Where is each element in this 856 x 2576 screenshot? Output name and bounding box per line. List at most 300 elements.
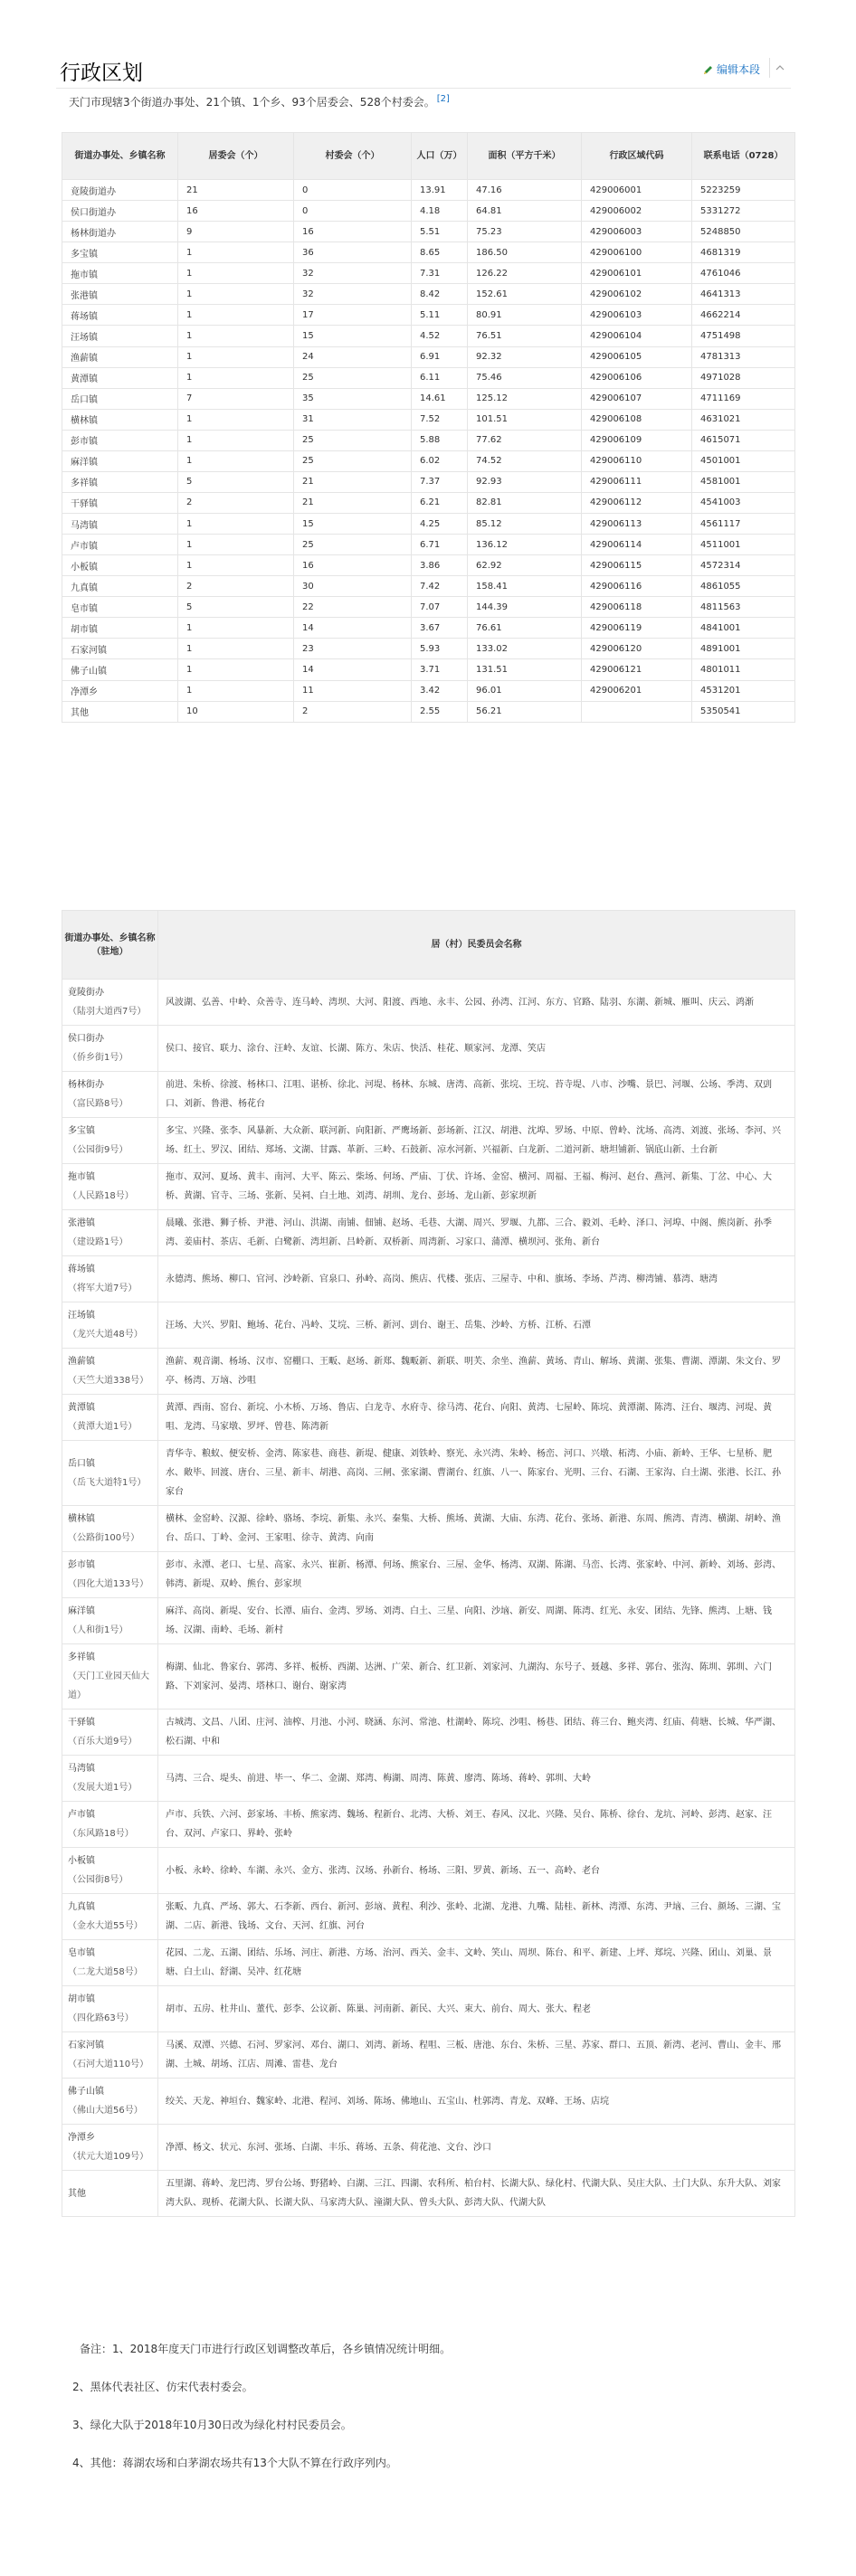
table-cell: 4711169 xyxy=(692,388,795,409)
table-cell: 5223259 xyxy=(692,180,795,201)
table-cell: 429006100 xyxy=(582,242,692,263)
table-cell: 35 xyxy=(294,388,412,409)
table-cell: 岳口镇 xyxy=(62,388,178,409)
table-cell: 0 xyxy=(294,201,412,222)
table-cell: 4.18 xyxy=(412,201,468,222)
table-row xyxy=(62,1940,795,1986)
township-name: 皂市镇 xyxy=(68,1948,95,1958)
table-row xyxy=(62,1802,795,1848)
township-seat: （公园街9号） xyxy=(68,1145,128,1155)
committee-list: 胡市、五房、杜井山、董代、彭李、公议新、陈巢、河南新、新民、大兴、束大、前台、周大、张大、程老 xyxy=(158,1986,795,2032)
township-name: 多宝镇 xyxy=(68,1126,95,1136)
table-cell: 25 xyxy=(294,367,412,388)
committee-list: 净潭、杨文、状元、东河、张场、白湖、丰乐、蒋场、五条、荷花池、文台、沙口 xyxy=(158,2125,795,2171)
table-cell: 3.71 xyxy=(412,659,468,680)
township-name: 胡市镇 xyxy=(68,1994,95,2004)
table-cell: 4781313 xyxy=(692,346,795,367)
table-cell: 胡市镇 xyxy=(62,618,178,639)
township-cell xyxy=(62,1848,158,1894)
township-cell xyxy=(62,1302,158,1349)
table-cell: 47.16 xyxy=(468,180,582,201)
table-cell: 多宝镇 xyxy=(62,242,178,263)
committee-list: 小板、永岭、徐岭、车湖、永兴、金方、张湾、汉场、孙新台、杨场、三阳、罗黄、新场、五一、高岭、老台 xyxy=(158,1848,795,1894)
table-row xyxy=(62,305,795,326)
table-cell: 25 xyxy=(294,450,412,471)
committee-list: 彭市、永潭、老口、七星、高家、永兴、崔新、杨潭、何场、熊家台、三屋、金华、杨湾、双湖、陈湖、马峦、长湾、张家岭、中河、新岭、刘场、彭湾、韩湾、新堤、双岭、熊台、彭家坝 xyxy=(158,1552,795,1598)
column-header: 街道办事处、乡镇名称 xyxy=(62,133,178,180)
committee-list: 永德湾、熊场、柳口、官河、沙岭新、官泉口、孙岭、高岗、熊店、代楼、张店、三屋寺、中和、旗场、李场、芦湾、柳湾铺、慕湾、塘湾 xyxy=(158,1256,795,1302)
table-cell: 4751498 xyxy=(692,326,795,346)
table-cell: 竟陵街道办 xyxy=(62,180,178,201)
committee-list: 花园、二龙、五湖、团结、乐场、河庄、新港、方场、治河、西关、金丰、文岭、笑山、周坝、陈台、和平、新建、上坪、郑垸、兴隆、团山、刘巢、景塘、白土山、舒湖、吴冲、红花塘 xyxy=(158,1940,795,1986)
table-cell: 4501001 xyxy=(692,450,795,471)
township-seat: （将军大道7号） xyxy=(68,1283,138,1293)
table-cell: 96.01 xyxy=(468,680,582,701)
table-cell: 85.12 xyxy=(468,514,582,535)
table-cell: 马湾镇 xyxy=(62,514,178,535)
table-cell: 4662214 xyxy=(692,305,795,326)
table-row xyxy=(62,430,795,450)
table-cell: 429006116 xyxy=(582,576,692,597)
table-row xyxy=(62,1349,795,1395)
township-name: 卢市镇 xyxy=(68,1810,95,1820)
table-row xyxy=(62,555,795,576)
township-seat: （天门工业园天仙大道） xyxy=(68,1672,149,1700)
table-row xyxy=(62,514,795,535)
table-row xyxy=(62,639,795,659)
township-name: 汪场镇 xyxy=(68,1311,95,1321)
table-header-row xyxy=(62,911,795,980)
township-seat: （公路街100号） xyxy=(68,1533,140,1543)
table-cell: 7.52 xyxy=(412,409,468,430)
table-cell: 1 xyxy=(178,346,294,367)
table-row xyxy=(62,1395,795,1441)
table-cell: 429006121 xyxy=(582,659,692,680)
committee-body xyxy=(62,980,795,2217)
table-cell: 144.39 xyxy=(468,597,582,618)
table-cell: 429006101 xyxy=(582,263,692,284)
township-seat: （富民路8号） xyxy=(68,1099,128,1109)
table-cell: 429006111 xyxy=(582,471,692,492)
township-seat: （四化大道133号） xyxy=(68,1579,149,1589)
table-cell: 1 xyxy=(178,659,294,680)
edit-section-label[interactable]: 编辑本段 xyxy=(716,63,760,76)
table-cell: 4631021 xyxy=(692,409,795,430)
table-cell: 4581001 xyxy=(692,471,795,492)
table-cell: 5331272 xyxy=(692,201,795,222)
column-header: 街道办事处、乡镇名称（驻地） xyxy=(62,911,158,980)
township-cell xyxy=(62,1164,158,1210)
township-seat: （陆羽大道西7号） xyxy=(68,1007,147,1017)
table-row xyxy=(62,1164,795,1210)
township-seat: （龙兴大道48号） xyxy=(68,1330,143,1340)
table-row xyxy=(62,576,795,597)
township-name: 拖市镇 xyxy=(68,1172,95,1182)
reference-link[interactable]: [2] xyxy=(436,94,450,104)
table-cell: 75.46 xyxy=(468,367,582,388)
table-row xyxy=(62,284,795,305)
committee-list: 多宝、兴隆、张李、风暴新、大众新、联河新、向阳新、严鹰场新、彭场新、江汉、胡港、沈埠、罗场、中原、曾岭、沈场、高湾、刘渡、张场、李河、兴场、红土、罗汉、团结、郑场、文湖、甘露、革新、三岭、石鼓新、凉水河新、兴福新、白龙新、二道河新、塘坦铺新、锅底山新、土台新 xyxy=(158,1118,795,1164)
committee-list: 绞关、天龙、神垣台、魏家岭、北港、程河、刘场、陈场、佛地山、五宝山、杜郭湾、青龙、双峰、王场、店垸 xyxy=(158,2079,795,2125)
table-row xyxy=(62,409,795,430)
table-cell: 125.12 xyxy=(468,388,582,409)
township-cell xyxy=(62,2079,158,2125)
table-cell: 卢市镇 xyxy=(62,535,178,555)
table-cell xyxy=(582,701,692,722)
table-cell: 429006107 xyxy=(582,388,692,409)
table-cell: 8.42 xyxy=(412,284,468,305)
table-cell: 21 xyxy=(294,492,412,513)
township-name: 其他 xyxy=(68,2188,86,2199)
township-seat: （建设路1号） xyxy=(68,1237,128,1247)
table-cell: 158.41 xyxy=(468,576,582,597)
township-name: 小板镇 xyxy=(68,1856,95,1866)
table-cell: 429006106 xyxy=(582,367,692,388)
table-cell: 429006118 xyxy=(582,597,692,618)
table-cell: 1 xyxy=(178,618,294,639)
township-seat: （金水大道55号） xyxy=(68,1921,143,1931)
table-row xyxy=(62,1441,795,1506)
township-seat: （四化路63号） xyxy=(68,2013,134,2023)
table-cell: 429006105 xyxy=(582,346,692,367)
table-cell: 1 xyxy=(178,535,294,555)
table-cell: 佛子山镇 xyxy=(62,659,178,680)
table-cell: 36 xyxy=(294,242,412,263)
table-cell: 5 xyxy=(178,471,294,492)
table-row xyxy=(62,1552,795,1598)
table-cell: 3.42 xyxy=(412,680,468,701)
township-cell xyxy=(62,1709,158,1756)
township-seat: （人民路18号） xyxy=(68,1191,134,1201)
table-cell: 429006003 xyxy=(582,222,692,242)
table-cell: 22 xyxy=(294,597,412,618)
table-cell: 14 xyxy=(294,618,412,639)
admin-stats-body xyxy=(62,180,795,723)
township-name: 杨林街办 xyxy=(68,1080,104,1090)
table-cell: 2.55 xyxy=(412,701,468,722)
table-row xyxy=(62,388,795,409)
table-cell: 429006119 xyxy=(582,618,692,639)
table-cell: 76.51 xyxy=(468,326,582,346)
township-name: 石家河镇 xyxy=(68,2041,104,2050)
table-cell: 77.62 xyxy=(468,430,582,450)
table-row xyxy=(62,980,795,1026)
table-row xyxy=(62,2079,795,2125)
table-row xyxy=(62,471,795,492)
table-cell: 张港镇 xyxy=(62,284,178,305)
table-cell: 5 xyxy=(178,597,294,618)
column-header: 联系电话（0728） xyxy=(692,133,795,180)
table-cell: 56.21 xyxy=(468,701,582,722)
township-cell xyxy=(62,1118,158,1164)
table-row xyxy=(62,597,795,618)
table-cell: 4511001 xyxy=(692,535,795,555)
table-cell: 429006109 xyxy=(582,430,692,450)
table-cell: 25 xyxy=(294,430,412,450)
township-cell xyxy=(62,980,158,1026)
table-row xyxy=(62,1986,795,2032)
table-cell: 4971028 xyxy=(692,367,795,388)
table-cell: 92.32 xyxy=(468,346,582,367)
table-cell: 429006103 xyxy=(582,305,692,326)
table-cell: 16 xyxy=(294,222,412,242)
table-cell: 126.22 xyxy=(468,263,582,284)
table-cell: 14.61 xyxy=(412,388,468,409)
committee-list: 侯口、接官、联力、涂台、汪岭、友谊、长湖、陈方、朱店、快活、桂花、顺家河、龙潭、笑店 xyxy=(158,1026,795,1072)
table-cell: 15 xyxy=(294,514,412,535)
table-row xyxy=(62,1756,795,1802)
table-cell: 80.91 xyxy=(468,305,582,326)
table-row xyxy=(62,1709,795,1756)
committee-list: 卢市、兵铁、六河、彭家场、丰桥、熊家湾、魏场、程新台、北湾、大桥、刘王、春风、汉北、兴隆、吴台、陈桥、徐台、龙坑、河岭、彭湾、赵家、汪台、双河、卢家口、界岭、张岭 xyxy=(158,1802,795,1848)
table-cell: 30 xyxy=(294,576,412,597)
table-cell: 4531201 xyxy=(692,680,795,701)
table-cell: 429006114 xyxy=(582,535,692,555)
table-cell: 1 xyxy=(178,555,294,576)
note-line: 3、绿化大队于2018年10月30日改为绿化村村民委员会。 xyxy=(72,2419,352,2431)
table-row xyxy=(62,326,795,346)
township-name: 九真镇 xyxy=(68,1902,95,1912)
table-cell: 九真镇 xyxy=(62,576,178,597)
column-header: 居委会（个） xyxy=(178,133,294,180)
table-cell: 4572314 xyxy=(692,555,795,576)
township-seat: （佛山大道56号） xyxy=(68,2106,143,2116)
intro-text: 天门市现辖3个街道办事处、21个镇、1个乡、93个居委会、528个村委会。 xyxy=(69,96,435,109)
table-cell: 1 xyxy=(178,450,294,471)
table-cell: 麻洋镇 xyxy=(62,450,178,471)
table-row xyxy=(62,1256,795,1302)
table-cell: 5.11 xyxy=(412,305,468,326)
township-seat: （侨乡街1号） xyxy=(68,1053,128,1063)
township-seat: （天竺大道338号） xyxy=(68,1376,149,1386)
township-name: 渔薪镇 xyxy=(68,1357,95,1367)
table-cell: 8.65 xyxy=(412,242,468,263)
table-cell: 黄潭镇 xyxy=(62,367,178,388)
committee-list: 风波湖、弘善、中岭、众善寺、连马岭、湾坝、大河、阳渡、西地、永丰、公园、孙湾、江河、东方、官路、陆羽、东湖、新城、雁叫、庆云、鸿渐 xyxy=(158,980,795,1026)
committee-list: 黄潭、西南、窑台、新垸、小木桥、万场、鲁店、白龙寺、水府寺、徐马湾、花台、向阳、黄湾、七屋岭、陈垸、黄潭湖、陈湾、汪台、堰湾、河堤、黄咀、龙湾、马家墩、罗坪、曾巷、陈湾新 xyxy=(158,1395,795,1441)
township-cell xyxy=(62,1598,158,1644)
table-cell: 多祥镇 xyxy=(62,471,178,492)
table-cell: 9 xyxy=(178,222,294,242)
table-cell: 4891001 xyxy=(692,639,795,659)
township-name: 侯口街办 xyxy=(68,1034,104,1044)
township-cell xyxy=(62,1026,158,1072)
table-cell: 25 xyxy=(294,535,412,555)
table-cell: 1 xyxy=(178,430,294,450)
township-cell xyxy=(62,1210,158,1256)
column-header: 面积（平方千米） xyxy=(468,133,582,180)
township-seat: （公园街8号） xyxy=(68,1875,128,1885)
table-cell: 汪场镇 xyxy=(62,326,178,346)
table-row xyxy=(62,1302,795,1349)
table-cell: 1 xyxy=(178,326,294,346)
table-cell: 62.92 xyxy=(468,555,582,576)
table-row xyxy=(62,2032,795,2079)
township-cell xyxy=(62,1552,158,1598)
table-cell: 5350541 xyxy=(692,701,795,722)
table-cell: 4811563 xyxy=(692,597,795,618)
township-cell xyxy=(62,1441,158,1506)
township-cell xyxy=(62,1072,158,1118)
column-header: 村委会（个） xyxy=(294,133,412,180)
table-cell: 136.12 xyxy=(468,535,582,555)
township-cell xyxy=(62,1256,158,1302)
notes xyxy=(72,2335,451,2487)
table-cell: 4615071 xyxy=(692,430,795,450)
table-cell: 2 xyxy=(178,492,294,513)
table-row xyxy=(62,680,795,701)
table-cell: 4861055 xyxy=(692,576,795,597)
table-row xyxy=(62,2125,795,2171)
table-row xyxy=(62,222,795,242)
table-cell: 横林镇 xyxy=(62,409,178,430)
table-cell: 16 xyxy=(178,201,294,222)
table-row xyxy=(62,201,795,222)
table-row xyxy=(62,1894,795,1940)
committee-list: 晨曦、张港、狮子桥、尹港、河山、洪湖、南铺、佃铺、赵场、毛巷、大湖、周兴、罗堰、九都、三合、毅刘、毛岭、泽口、河埠、中阁、熊岗新、孙季湾、姜庙村、茶店、毛新、白鹭新、湾坦新、吕岭新、双桥新、周湾新、习家口、蒲潭、横坝河、张角、新台 xyxy=(158,1210,795,1256)
township-cell xyxy=(62,2125,158,2171)
township-cell xyxy=(62,1802,158,1848)
table-cell: 1 xyxy=(178,514,294,535)
table-cell: 64.81 xyxy=(468,201,582,222)
table-cell: 133.02 xyxy=(468,639,582,659)
table-cell: 6.91 xyxy=(412,346,468,367)
table-cell: 1 xyxy=(178,367,294,388)
township-name: 竟陵街办 xyxy=(68,988,104,998)
table-cell: 17 xyxy=(294,305,412,326)
column-header: 行政区域代码 xyxy=(582,133,692,180)
table-row xyxy=(62,1072,795,1118)
table-cell: 7.42 xyxy=(412,576,468,597)
township-name: 马湾镇 xyxy=(68,1764,95,1774)
table-cell: 1 xyxy=(178,639,294,659)
table-cell: 10 xyxy=(178,701,294,722)
table-row xyxy=(62,1598,795,1644)
township-name: 张港镇 xyxy=(68,1218,95,1228)
table-cell: 429006120 xyxy=(582,639,692,659)
township-cell xyxy=(62,2032,158,2079)
table-cell: 7.07 xyxy=(412,597,468,618)
committee-list: 梅湖、仙北、鲁家台、郭湾、多祥、板桥、西湖、达洲、广荣、新合、红卫新、刘家河、九湖沟、东号子、聂越、多祥、郭台、张沟、陈圳、郭圳、六门路、下刘家河、晏湾、塔林口、谢台、谢家湾 xyxy=(158,1644,795,1709)
section-header xyxy=(56,54,791,89)
committee-table xyxy=(62,910,795,2217)
committee-list: 古城湾、文昌、八团、庄河、油榨、月池、小河、晓涵、东河、常池、杜湖岭、陈垸、沙咀、杨巷、团结、蒋三台、鲍夹湾、红庙、荷塘、长城、华严湖、松石湖、中和 xyxy=(158,1709,795,1756)
committee-list: 横林、金窑岭、汉源、徐岭、骆场、李垸、新集、永兴、秦集、大桥、熊场、黄湖、大庙、东湾、花台、张场、新港、东周、熊湾、青湾、横湖、胡岭、渔台、岳口、丁岭、金河、王家咀、徐寺、黄湾、向南 xyxy=(158,1506,795,1552)
table-cell: 拖市镇 xyxy=(62,263,178,284)
table-row xyxy=(62,1210,795,1256)
table-row xyxy=(62,618,795,639)
table-cell: 429006110 xyxy=(582,450,692,471)
note-line: 4、其他：蒋湖农场和白茅湖农场共有13个大队不算在行政序列内。 xyxy=(72,2457,397,2469)
table-cell: 1 xyxy=(178,242,294,263)
committee-list: 前进、朱桥、徐渡、杨林口、江咀、谌桥、徐北、河堤、杨林、东城、唐湾、高新、张垸、王垸、苔寺堤、八市、沙嘴、景巴、河堰、公场、季湾、双剅口、刘新、鲁港、杨花台 xyxy=(158,1072,795,1118)
table-cell: 4681319 xyxy=(692,242,795,263)
pencil-icon xyxy=(703,64,714,75)
edit-section-link[interactable] xyxy=(703,62,760,77)
table-cell: 5.93 xyxy=(412,639,468,659)
table-row xyxy=(62,346,795,367)
table-row xyxy=(62,1026,795,1072)
table-cell: 74.52 xyxy=(468,450,582,471)
table-cell: 6.21 xyxy=(412,492,468,513)
table-cell: 干驿镇 xyxy=(62,492,178,513)
township-seat: （岳飞大道特1号） xyxy=(68,1477,147,1488)
township-seat: （石河大道110号） xyxy=(68,2060,149,2069)
table-cell: 5248850 xyxy=(692,222,795,242)
table-cell: 6.11 xyxy=(412,367,468,388)
township-cell xyxy=(62,1940,158,1986)
admin-stats-table xyxy=(62,132,795,723)
table-cell: 1 xyxy=(178,263,294,284)
table-cell: 32 xyxy=(294,284,412,305)
table-header-row xyxy=(62,133,795,180)
township-name: 黄潭镇 xyxy=(68,1403,95,1413)
table-cell: 2 xyxy=(178,576,294,597)
committee-list: 五里湖、蒋岭、龙巴湾、罗台公场、野猪岭、白湖、三江、四湖、农科所、柏台村、长湖大队、绿化村、代湖大队、吴庄大队、土门大队、东升大队、刘家湾大队、现桥、花湖大队、长湖大队、马家湾大队、潼湖大队、曾头大队、彭湾大队、代湖大队 xyxy=(158,2171,795,2217)
township-cell xyxy=(62,2171,158,2217)
township-name: 麻洋镇 xyxy=(68,1606,95,1616)
township-seat: （状元大道109号） xyxy=(68,2152,149,2162)
township-name: 蒋场镇 xyxy=(68,1264,95,1274)
township-name: 岳口镇 xyxy=(68,1458,95,1469)
township-name: 多祥镇 xyxy=(68,1653,95,1662)
township-cell xyxy=(62,1894,158,1940)
table-cell: 4761046 xyxy=(692,263,795,284)
committee-list: 渔薪、观音湖、杨场、汉市、窑棚口、王畈、赵场、新郑、魏畈新、新联、明芙、余坐、渔薪、黄场、青山、解场、黄湖、张集、曹湖、潭湖、朱文台、罗亭、杨湾、万垴、沙咀 xyxy=(158,1349,795,1395)
table-cell: 1 xyxy=(178,305,294,326)
table-row xyxy=(62,2171,795,2217)
table-cell: 131.51 xyxy=(468,659,582,680)
table-cell: 彭市镇 xyxy=(62,430,178,450)
table-cell: 14 xyxy=(294,659,412,680)
chevron-up-icon xyxy=(775,63,785,72)
table-cell: 13.91 xyxy=(412,180,468,201)
table-row xyxy=(62,1848,795,1894)
township-name: 佛子山镇 xyxy=(68,2087,104,2097)
table-cell: 429006102 xyxy=(582,284,692,305)
table-row xyxy=(62,450,795,471)
township-name: 干驿镇 xyxy=(68,1718,95,1728)
table-cell: 11 xyxy=(294,680,412,701)
table-cell: 蒋场镇 xyxy=(62,305,178,326)
township-seat: （二龙大道58号） xyxy=(68,1967,143,1977)
table-cell: 4561117 xyxy=(692,514,795,535)
township-name: 横林镇 xyxy=(68,1514,95,1524)
table-cell: 净潭乡 xyxy=(62,680,178,701)
table-cell: 5.51 xyxy=(412,222,468,242)
table-cell: 24 xyxy=(294,346,412,367)
table-cell: 4541003 xyxy=(692,492,795,513)
table-cell: 2 xyxy=(294,701,412,722)
table-cell: 16 xyxy=(294,555,412,576)
township-name: 净潭乡 xyxy=(68,2133,95,2143)
table-row xyxy=(62,1644,795,1709)
table-row xyxy=(62,367,795,388)
table-row xyxy=(62,263,795,284)
table-cell: 4.52 xyxy=(412,326,468,346)
table-cell: 21 xyxy=(294,471,412,492)
table-cell: 21 xyxy=(178,180,294,201)
table-row xyxy=(62,535,795,555)
intro-paragraph xyxy=(69,94,450,109)
table-cell: 侯口街道办 xyxy=(62,201,178,222)
collapse-button[interactable] xyxy=(769,58,789,78)
township-seat: （东风路18号） xyxy=(68,1829,134,1839)
committee-list: 马溪、双潭、兴德、石河、罗家河、邓台、湖口、刘湾、新场、程咀、三板、唐池、东台、朱桥、三星、苏家、群口、五顶、新湾、老河、曹山、金丰、邢湖、土城、胡场、江店、周滩、雷巷、龙台 xyxy=(158,2032,795,2079)
table-cell: 其他 xyxy=(62,701,178,722)
section-title: 行政区划 xyxy=(60,62,143,85)
table-cell: 429006001 xyxy=(582,180,692,201)
